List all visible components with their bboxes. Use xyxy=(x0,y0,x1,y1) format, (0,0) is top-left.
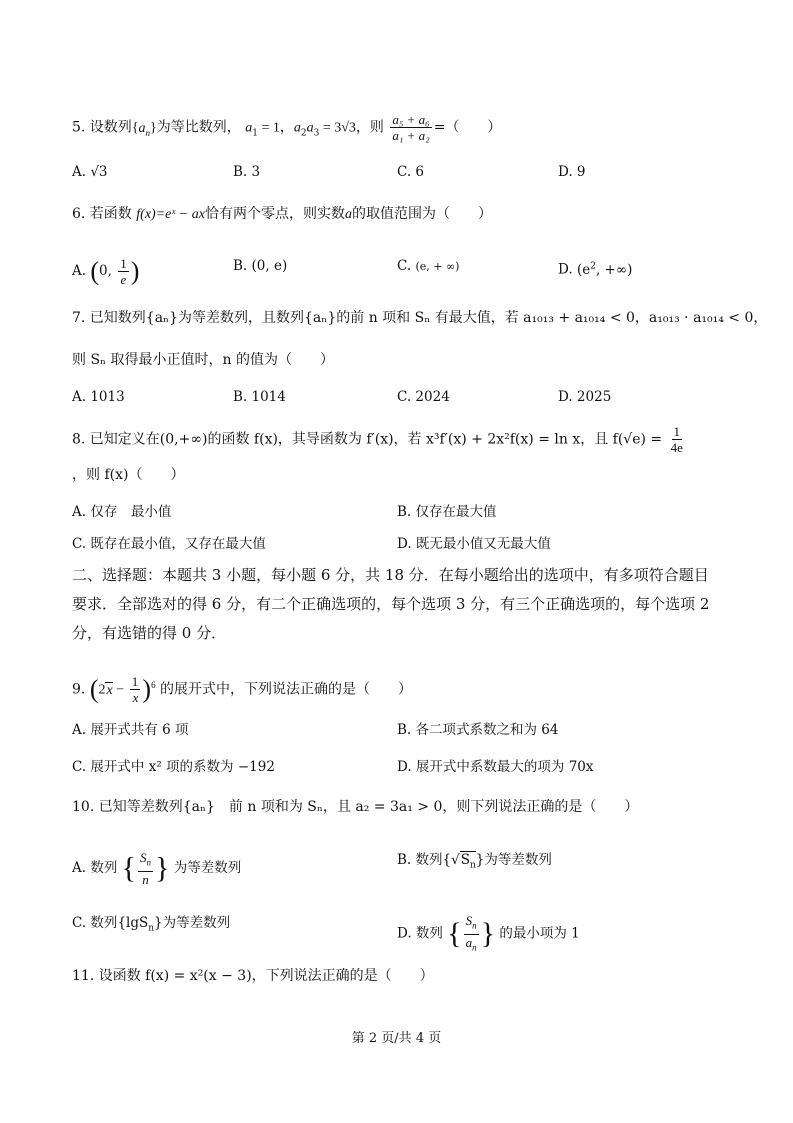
q5-option-c: C. 6 xyxy=(397,164,425,180)
q5-stem: 5. 设数列$\{a_n\}$为等比数列， $a_1 = 1$，$a_2a_3 = 3√3$，则 $\frac{\text{a₅ + a₆}}{\text{a₁ + a₂}}$ =（ ） xyxy=(72,112,502,143)
q11-stem: 11. 设函数 f(x) = x²(x − 3)，下列说法正确的是（ ） xyxy=(72,968,434,984)
q9-option-d: D. 展开式中系数最大的项为 70x xyxy=(397,759,594,775)
q7-option-b: B. 1014 xyxy=(233,389,286,405)
q6-stem-end: 的取值范围为（ ） xyxy=(351,206,492,222)
q5-option-b: B. 3 xyxy=(233,164,261,180)
q10-option-c: C. 数列{lgS$_n$}为等差数列 xyxy=(72,915,231,934)
q7-option-a: A. 1013 xyxy=(72,389,125,405)
section-2-instructions: 二、选择题：本题共 3 小题，每小题 6 分，共 18 分．在每小题给出的选项中，有多项符合题目要求．全部选对的得 6 分，有二个正确选项的，每个选项 3 分，有三个正确选项的，每个选项 2 分，有选错的得 0 分． xyxy=(72,566,710,642)
q5-option-a: A. √3 xyxy=(72,164,108,180)
q5-stem-prefix: 5. 设数列 xyxy=(72,119,132,136)
q9-stem: 9. (2x − $\frac{1}{x}$ )$^6$ 的展开式中，下列说法正确的是（ ） xyxy=(72,674,413,705)
q5-stem-mid: 为等比数列， xyxy=(156,119,241,136)
q7-option-c: C. 2024 xyxy=(397,389,450,405)
q7-line1: 7. 已知数列{aₙ}为等差数列，且数列{aₙ}的前 n 项和 Sₙ 有最大值，若 a₁₀₁₃ + a₁₀₁₄ < 0，a₁₀₁₃ · a₁₀₁₄ < 0， xyxy=(72,310,768,326)
q5-option-d: D. 9 xyxy=(558,164,586,180)
q7-option-d: D. 2025 xyxy=(558,389,612,405)
q8-option-c: C. 既存在最小值，又存在最大值 xyxy=(72,536,266,552)
q8-line1: 8. 已知定义在(0,+∞)的函数 f(x)，其导函数为 f′(x)，若 x³f′(x) + 2x²f(x) = ln x，且 f(√e) = $\frac{1}{4e}$ xyxy=(72,424,683,455)
q8-option-a: A. 仅存 最小值 xyxy=(72,504,172,520)
q8-line2: ，则 f(x)（ ） xyxy=(72,467,185,483)
q9-option-a: A. 展开式共有 6 项 xyxy=(72,722,189,738)
q8-option-d: D. 既无最小值又无最大值 xyxy=(397,536,551,552)
q7-line2: 则 Sₙ 取得最小正值时，n 的值为（ ） xyxy=(72,352,335,368)
q10-option-b: B. 数列$\{√S_n\}$为等差数列 xyxy=(397,852,552,871)
q6-option-d: D. ($e^2$, +∞) xyxy=(558,261,633,278)
q8-fraction: $\frac{1}{4e}$ xyxy=(670,424,683,455)
q10-option-d: D. 数列 { $\frac{S_n}{a_n}$ } 的最小项为 1 xyxy=(397,913,580,953)
q6-stem-prefix: 6. 若函数 xyxy=(72,206,132,222)
q6-function: f(x)=eˣ − ax xyxy=(136,207,205,222)
q6-stem xyxy=(72,204,492,225)
q5-fraction: $\frac{\text{a₅ + a₆}}{\text{a₁ + a₂}}$ xyxy=(392,112,430,143)
page-footer: 第 2 页/共 4 页 xyxy=(351,1031,442,1046)
q5-stem-end: =（ ） xyxy=(433,119,502,136)
q8-option-b: B. 仅存在最大值 xyxy=(397,504,497,520)
q10-stem: 10. 已知等差数列{aₙ} 前 n 项和为 Sₙ，且 a₂ = 3a₁ > 0，则下列说法正确的是（ ） xyxy=(72,799,639,815)
q10-option-a: A. 数列 { $\frac{S_n}{n}$ } 为等差数列 xyxy=(72,850,242,887)
q9-option-c: C. 展开式中 x² 项的系数为 −192 xyxy=(72,759,275,775)
q6-option-a: A. (0, $\frac{1}{e}$ ) xyxy=(72,256,140,287)
q6-stem-mid: 恰有两个零点，则实数 xyxy=(204,206,345,222)
q5-stem-then: ，则 xyxy=(355,119,384,136)
q6-option-c: C. (e, + ∞) xyxy=(397,258,460,274)
q6-var: a xyxy=(344,207,352,222)
q9-option-b: B. 各二项式系数之和为 64 xyxy=(397,722,559,738)
q6-option-b: B. (0, e) xyxy=(233,258,288,274)
